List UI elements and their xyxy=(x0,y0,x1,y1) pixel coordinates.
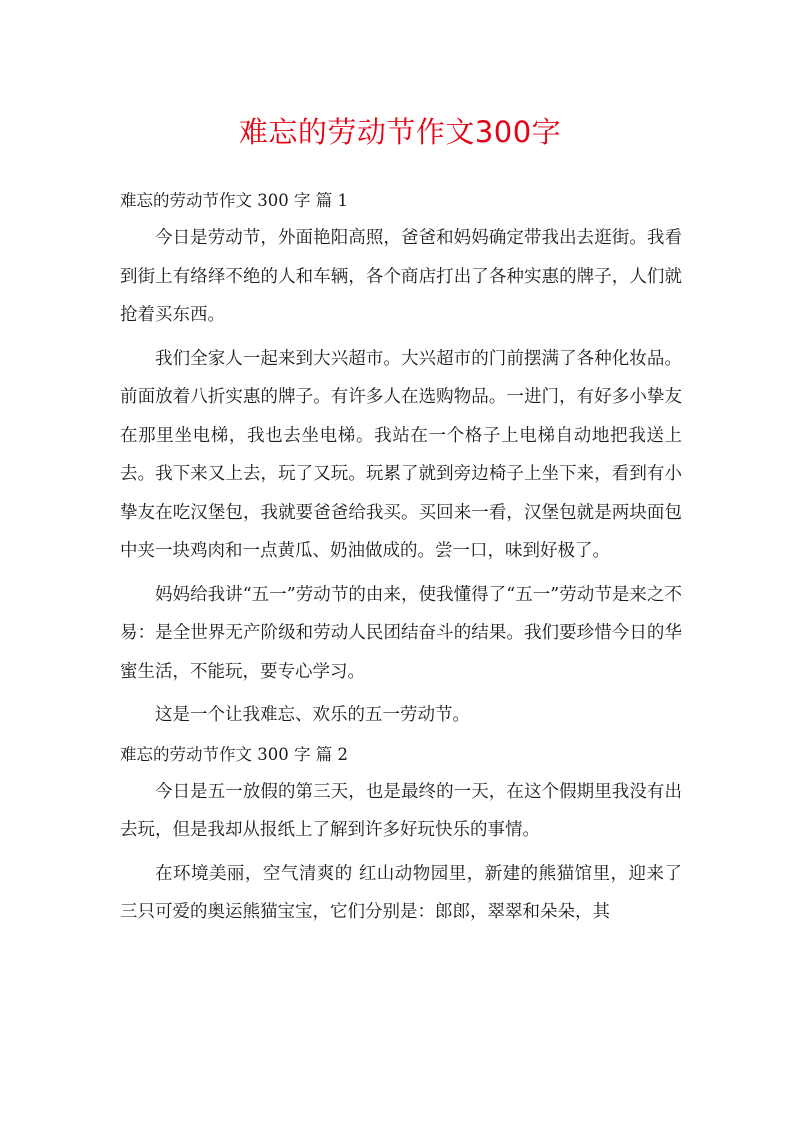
section-heading-1: 难忘的劳动节作文 300 字 篇 1 xyxy=(120,191,348,210)
paragraph: 今日是五一放假的第三天，也是最终的一天，在这个假期里我没有出去玩，但是我却从报纸上了解到许多好玩快乐的事情。 xyxy=(120,781,682,840)
paragraph: 这是一个让我难忘、欢乐的五一劳动节。 xyxy=(155,705,470,725)
paragraph: 在环境美丽，空气清爽的 红山动物园里，新建的熊猫馆里，迎来了三只可爱的奥运熊猫宝宝，它们分别是：郎郎，翠翠和朵朵，其 xyxy=(120,863,682,922)
paragraph: 妈妈给我讲“五一”劳动节的由来，使我懂得了“五一”劳动节是来之不易：是全世界无产阶级和劳动人民团结奋斗的结果。我们要珍惜今日的华蜜生活，不能玩，要专心学习。 xyxy=(120,584,682,682)
paragraph: 今日是劳动节，外面艳阳高照，爸爸和妈妈确定带我出去逛街。我看到街上有络绎不绝的人和车辆，各个商店打出了各种实惠的牌子，人们就抢着买东西。 xyxy=(120,228,682,325)
document-body xyxy=(120,183,682,937)
section-heading-2: 难忘的劳动节作文 300 字 篇 2 xyxy=(120,744,348,764)
paragraph: 我们全家人一起来到大兴超市。大兴超市的门前摆满了各种化妆品。前面放着八折实惠的牌子。有许多人在选购物品。一进门，有好多小挚友在那里坐电梯，我也去坐电梯。我站在一个格子上电梯自动地把我送上去。我下来又上去，玩了又玩。玩累了就到旁边椅子上坐下来，看到有小挚友在吃汉堡包，我就要爸爸给我买。买回来一看，汉堡包就是两块面包中夹一块鸡肉和一点黄瓜、奶油做成的。尝一口，味到好极了。 xyxy=(120,348,682,561)
document-title: 难忘的劳动节作文300字 xyxy=(238,115,562,149)
